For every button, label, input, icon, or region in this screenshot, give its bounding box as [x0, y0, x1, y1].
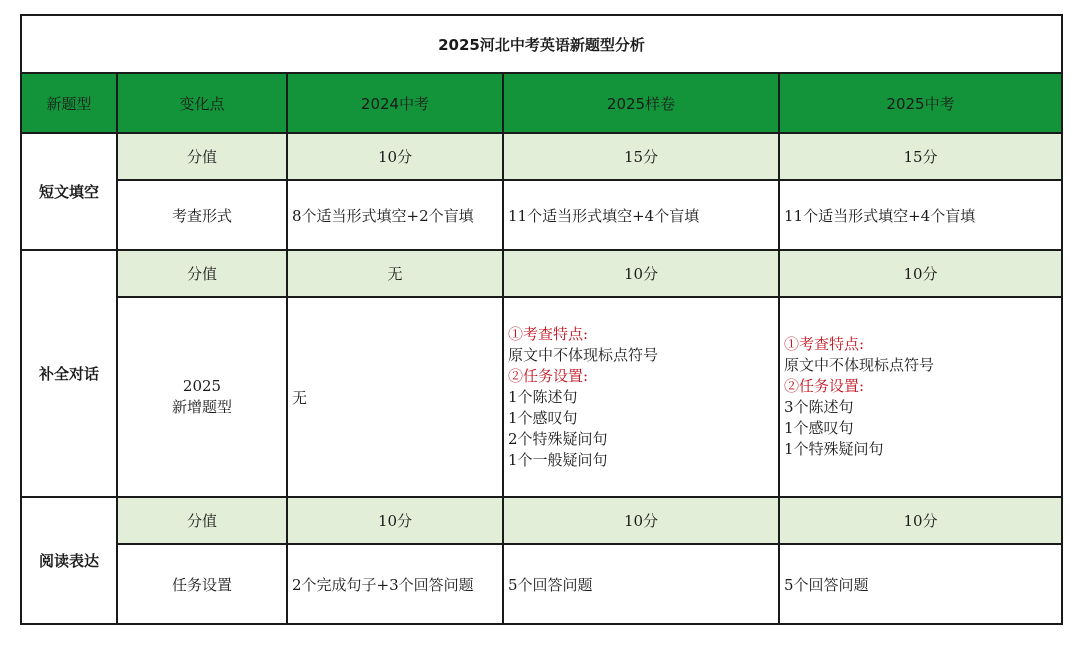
row-label-line: 新增题型 [171, 398, 232, 416]
cell-value-highlight: 15分 [779, 133, 1062, 180]
header-2025-sample: 2025样卷 [503, 73, 779, 133]
cell-value: 2个完成句子+3个回答问题 [287, 544, 503, 624]
detail-item: 1个特殊疑问句 [784, 440, 884, 458]
cell-value: 5个回答问题 [779, 544, 1062, 624]
cell-value: 15分 [503, 133, 779, 180]
detail-text: 原文中不体现标点符号 [508, 345, 659, 364]
detail-item: 3个陈述句 [784, 398, 854, 416]
header-row [21, 73, 1062, 133]
cell-value: 10分 [287, 133, 503, 180]
table-row [21, 250, 1062, 297]
header-2025-exam: 2025中考 [779, 73, 1062, 133]
cell-value: 无 [287, 250, 503, 297]
cell-value: 10分 [503, 250, 779, 297]
header-question-type: 新题型 [21, 73, 117, 133]
category-reading: 阅读表达 [21, 497, 117, 624]
table-title: 2025河北中考英语新题型分析 [21, 15, 1062, 73]
table-row [21, 297, 1062, 497]
category-dialogue: 补全对话 [21, 250, 117, 497]
cell-value: 5个回答问题 [503, 544, 779, 624]
cell-value: 10分 [287, 497, 503, 544]
detail-item: 2个特殊疑问句 [508, 429, 608, 448]
detail-heading: ①考查特点: [784, 335, 865, 353]
cell-exam-details [779, 297, 1062, 497]
cell-value-highlight: 10分 [779, 497, 1062, 544]
detail-item: 1个陈述句 [508, 387, 578, 406]
analysis-table [20, 14, 1063, 625]
row-label-line: 2025 [182, 377, 222, 395]
table-row [21, 544, 1062, 624]
analysis-table-frame [20, 14, 1060, 639]
detail-heading: ②任务设置: [508, 366, 589, 385]
row-label: 分值 [117, 497, 287, 544]
row-label: 任务设置 [117, 544, 287, 624]
row-label: 考查形式 [117, 180, 287, 250]
row-label [117, 297, 287, 497]
detail-item: 1个一般疑问句 [508, 450, 608, 469]
cell-value: 11个适当形式填空+4个盲填 [503, 180, 779, 250]
cell-value-highlight: 10分 [779, 250, 1062, 297]
row-label: 分值 [117, 133, 287, 180]
row-label: 分值 [117, 250, 287, 297]
category-cloze: 短文填空 [21, 133, 117, 250]
detail-item: 1个感叹句 [784, 419, 854, 437]
detail-text: 原文中不体现标点符号 [784, 356, 935, 374]
detail-item: 1个感叹句 [508, 408, 578, 427]
header-change-point: 变化点 [117, 73, 287, 133]
cell-sample-details [503, 297, 779, 497]
cell-value: 11个适当形式填空+4个盲填 [779, 180, 1062, 250]
header-2024-exam: 2024中考 [287, 73, 503, 133]
cell-value: 8个适当形式填空+2个盲填 [287, 180, 503, 250]
table-row [21, 133, 1062, 180]
detail-heading: ②任务设置: [784, 377, 865, 395]
table-row [21, 180, 1062, 250]
detail-heading: ①考查特点: [508, 324, 589, 343]
cell-value: 无 [287, 297, 503, 497]
table-row [21, 497, 1062, 544]
cell-value: 10分 [503, 497, 779, 544]
